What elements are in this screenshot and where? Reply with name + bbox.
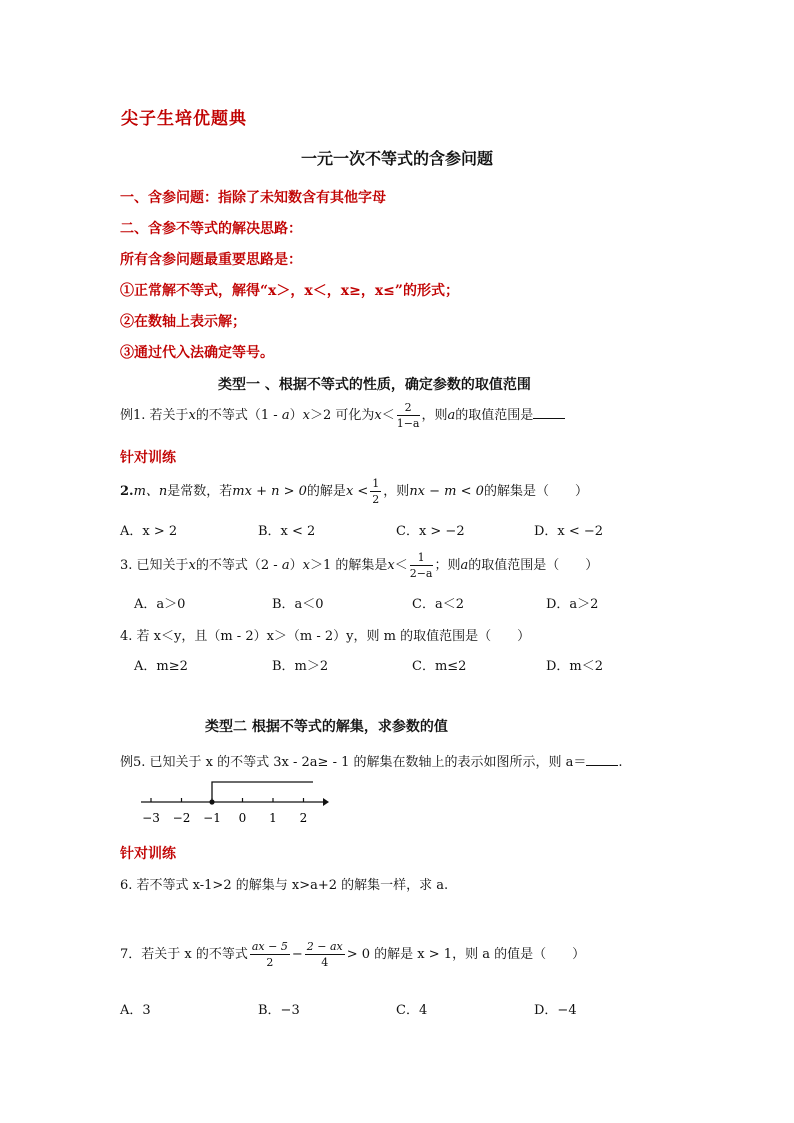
q4-option-d: D．m＜2: [546, 659, 604, 674]
q3-option-a: A．a＞0: [134, 597, 186, 612]
intro-line-6: ③通过代入法确定等号。: [120, 345, 274, 361]
fraction: $\frac{ax - 5}{2}$: [251, 940, 288, 969]
brand-title: 尖子生培优题典: [121, 109, 247, 129]
q3-option-b: B．a＜0: [272, 597, 324, 612]
fraction: $\frac{2 - ax}{4}$: [306, 940, 343, 969]
intro-line-2: 二、含参不等式的解决思路：: [120, 221, 302, 237]
q3-option-c: C．a＜2: [412, 597, 464, 612]
tick-label: −1: [203, 811, 221, 825]
intro-line-5: ②在数轴上表示解；: [120, 314, 246, 330]
tick-label: 2: [299, 811, 308, 825]
fraction: $\frac{1}{2-a}$: [409, 551, 433, 580]
section-1-heading: 类型一 、根据不等式的性质，确定参数的取值范围: [218, 377, 531, 393]
page-title: 一元一次不等式的含参问题: [300, 149, 493, 168]
solution-ray: [212, 782, 313, 802]
q2-option-a: A．x > 2: [120, 524, 178, 539]
intro-line-4: ①正常解不等式，解得“x＞，x＜，x≥，x≤”的形式；: [120, 283, 459, 299]
training-label-2: 针对训练: [120, 846, 176, 862]
question-4: 4. 若 x＜y，且（m - 2）x＞（m - 2）y，则 m 的取值范围是（ ）: [120, 629, 531, 644]
q4-option-c: C．m≤2: [412, 659, 467, 674]
fraction: $\frac{2}{1-a}$: [396, 401, 420, 430]
question-2: 2.m、n是常数，若mx + n > 0的解是x < $\frac{1}{2}$ ，则nx − m < 0的解集是（ ）: [120, 477, 588, 506]
example-1: 例1. 若关于x的不等式（1 - a）x＞2 可化为x＜ $\frac{2}{1-a}$ ，则a的取值范围是: [120, 402, 565, 429]
fraction: $\frac{1}{2}$: [372, 477, 380, 506]
number-line: [135, 776, 335, 826]
intro-line-3: 所有含参问题最重要思路是：: [120, 252, 302, 268]
tick-label: −2: [172, 811, 191, 825]
example-5: 例5. 已知关于 x 的不等式 3x - 2a≥ - 1 的解集在数轴上的表示如图所示，则 a＝ .: [120, 755, 623, 770]
q2-option-c: C．x > −2: [396, 524, 465, 539]
answer-blank: [586, 753, 618, 766]
q4-option-b: B．m＞2: [272, 659, 329, 674]
tick-label: 0: [238, 811, 247, 825]
q7-option-d: D．−4: [534, 1003, 577, 1018]
q4-option-a: A．m≥2: [134, 659, 188, 674]
q2-option-b: B．x < 2: [258, 524, 316, 539]
question-3: 3. 已知关于x的不等式（2 - a）x＞1 的解集是x＜ $\frac{1}{2-a}$ ；则a的取值范围是（ ）: [120, 551, 599, 580]
question-7: 7．若关于 x 的不等式 $\frac{ax - 5}{2}$ − $\frac{2 - ax}{4}$ > 0 的解是 x > 1，则 a 的值是（ ）: [120, 940, 586, 969]
question-6: 6. 若不等式 x-1>2 的解集与 x>a+2 的解集一样，求 a.: [120, 878, 449, 893]
section-2-heading: 类型二 根据不等式的解集，求参数的值: [205, 719, 448, 735]
tick-label: −3: [142, 811, 160, 825]
q7-option-a: A．3: [120, 1003, 151, 1018]
answer-blank: [533, 406, 565, 419]
tick-label: 1: [269, 811, 277, 825]
q7-option-b: B．−3: [258, 1003, 300, 1018]
arrow-right-icon: [323, 798, 329, 806]
q7-option-c: C．4: [396, 1003, 428, 1018]
intro-line-1: 一、含参问题：指除了未知数含有其他字母: [120, 190, 386, 206]
q3-option-d: D．a＞2: [546, 597, 599, 612]
q2-option-d: D．x < −2: [534, 524, 604, 539]
training-label-1: 针对训练: [120, 450, 176, 466]
